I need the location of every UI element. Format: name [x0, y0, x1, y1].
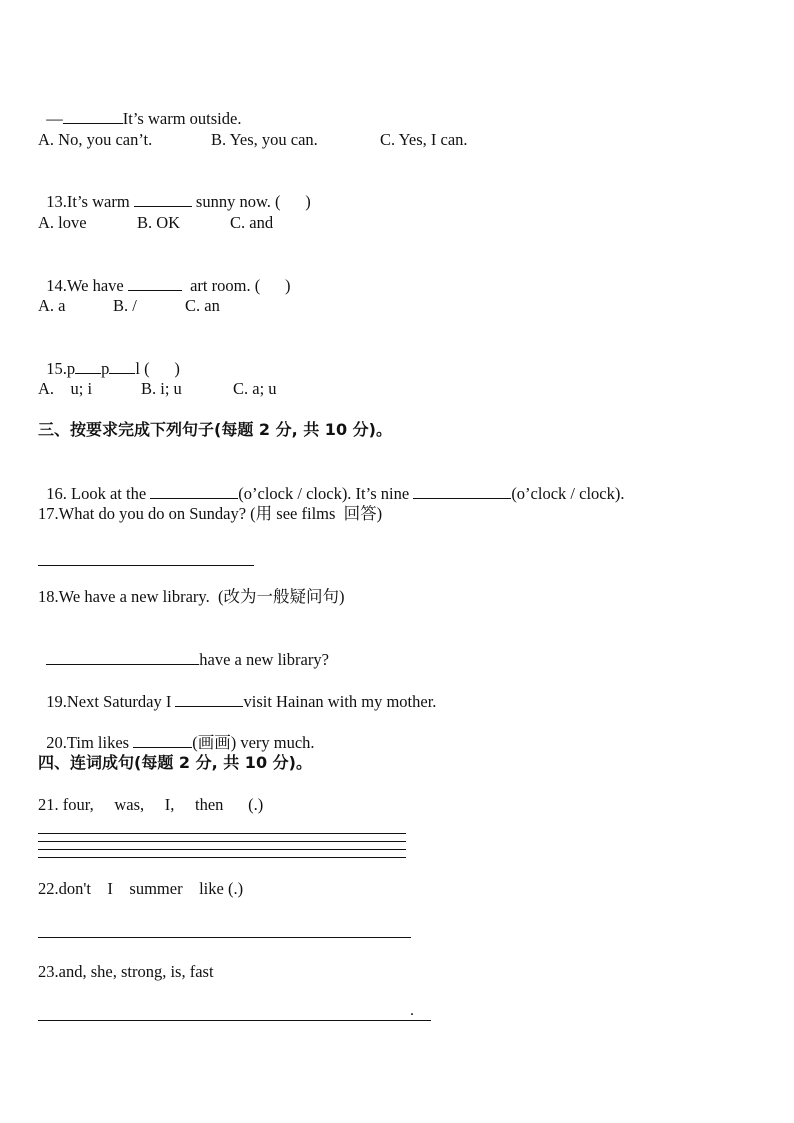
- q15-blank-2[interactable]: [109, 358, 135, 374]
- q17-question: 17.What do you do on Sunday? (用 see films 回答): [38, 504, 383, 523]
- q14-before: 14.We have: [46, 276, 128, 295]
- q15-option-a[interactable]: A. u; i: [38, 379, 93, 398]
- q12-text: It’s warm outside.: [122, 109, 242, 128]
- q23-question: 23.and, she, strong, is, fast: [38, 962, 214, 981]
- q15-part1: 15.p: [46, 359, 76, 378]
- q19-before: 19.Next Saturday I: [46, 692, 176, 711]
- q22-answer-line[interactable]: [38, 937, 411, 938]
- q21-question: 21. four, was, I, then (.): [38, 795, 264, 814]
- q15-option-b[interactable]: B. i; u: [141, 379, 182, 398]
- q13-question: [38, 171, 311, 212]
- q18-blank[interactable]: [46, 649, 199, 665]
- q20-before: 20.Tim likes: [46, 733, 134, 752]
- q20-blank[interactable]: [133, 732, 192, 748]
- q20-question: [38, 712, 315, 753]
- q21-answer-line-4[interactable]: [38, 857, 406, 858]
- q23-answer-line[interactable]: [38, 1020, 431, 1021]
- section-4-title: 四、连词成句(每题 2 分, 共 10 分)。: [38, 753, 312, 772]
- q21-answer-line-1[interactable]: [38, 833, 406, 834]
- q13-option-b[interactable]: B. OK: [137, 213, 181, 232]
- q16-mid: (o’clock / clock). It’s nine: [238, 484, 414, 503]
- q14-after: art room. ( ): [181, 276, 291, 295]
- q16-blank-1[interactable]: [150, 483, 238, 499]
- q16-blank-2[interactable]: [413, 483, 511, 499]
- q14-option-a[interactable]: A. a: [38, 296, 66, 315]
- q20-after: (画画) very much.: [192, 733, 315, 752]
- q19-blank[interactable]: [175, 691, 243, 707]
- q18-answer-tail: have a new library?: [199, 650, 329, 669]
- q13-before: 13.It’s warm: [46, 192, 134, 211]
- q19-question: [38, 671, 436, 712]
- q16-after: (o’clock / clock).: [511, 484, 625, 503]
- q14-blank[interactable]: [128, 275, 182, 291]
- q15-blank-1[interactable]: [75, 358, 101, 374]
- q12-option-a[interactable]: A. No, you can’t.: [38, 130, 153, 149]
- q12-line: [38, 88, 241, 129]
- q23-end-mark: .: [410, 1002, 414, 1019]
- q21-answer-line-2[interactable]: [38, 841, 406, 842]
- q12-option-c[interactable]: C. Yes, I can.: [380, 130, 468, 149]
- q22-question: 22.don't I summer like (.): [38, 879, 244, 898]
- q15-option-c[interactable]: C. a; u: [233, 379, 277, 398]
- q15-part2: p: [101, 359, 110, 378]
- q17-answer-line[interactable]: [38, 565, 254, 566]
- q13-after: sunny now. ( ): [191, 192, 311, 211]
- q15-question: [38, 338, 180, 379]
- q14-option-c[interactable]: C. an: [185, 296, 220, 315]
- q13-blank[interactable]: [134, 191, 192, 207]
- q18-question: 18.We have a new library. (改为一般疑问句): [38, 587, 345, 606]
- q13-option-c[interactable]: C. and: [230, 213, 274, 232]
- q21-answer-line-3[interactable]: [38, 849, 406, 850]
- q18-answer: [38, 629, 329, 670]
- q16-question: [38, 463, 624, 504]
- q12-blank[interactable]: [63, 108, 123, 124]
- q14-question: [38, 255, 290, 296]
- q19-after: visit Hainan with my mother.: [243, 692, 437, 711]
- q15-part3: l ( ): [135, 359, 180, 378]
- section-3-title: 三、按要求完成下列句子(每题 2 分, 共 10 分)。: [38, 420, 392, 439]
- q13-option-a[interactable]: A. love: [38, 213, 87, 232]
- q16-before: 16. Look at the: [46, 484, 151, 503]
- q12-prefix: —: [46, 109, 63, 128]
- q12-option-b[interactable]: B. Yes, you can.: [211, 130, 318, 149]
- q14-option-b[interactable]: B. /: [113, 296, 137, 315]
